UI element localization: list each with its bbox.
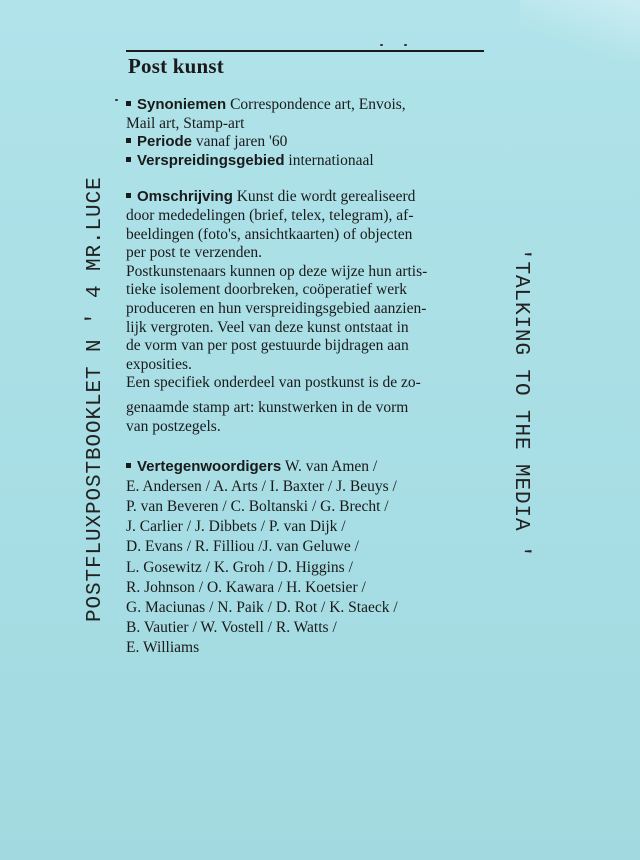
description-term: Omschrijving [137, 188, 233, 206]
title-rule [126, 50, 484, 52]
description-text: Kunst die wordt gerealiseerd [232, 188, 416, 206]
representatives-term: Vertegenwoordigers [137, 458, 282, 476]
section-gap [126, 436, 486, 457]
representatives-text: W. van Amen / [281, 458, 378, 476]
description-line: exposities. [126, 355, 192, 373]
fact-text: Correspondence art, Envois, [226, 96, 406, 113]
print-speck [404, 44, 407, 46]
description-line: genaamde stamp art: kunstwerken in de vorm [126, 398, 409, 416]
fact-term: Verspreidingsgebied [137, 151, 285, 169]
fact-period [126, 133, 486, 152]
representatives-line: R. Johnson / O. Kawara / H. Koetsier / [126, 578, 366, 596]
section-gap [126, 170, 486, 188]
description-line: per post te verzenden. [126, 244, 262, 262]
representatives-line [126, 457, 486, 477]
side-label-media: 'TALKING TO THE MEDIA ' [509, 248, 532, 559]
description-line: beeldingen (foto's, ansichtkaarten) of objecten [126, 225, 413, 243]
bullet-icon [126, 193, 131, 198]
description-line [126, 188, 486, 207]
article-body [126, 96, 486, 658]
representatives-line: D. Evans / R. Filliou /J. van Geluwe / [126, 538, 359, 556]
fact-synonyms [126, 96, 486, 115]
description-line: door mededelingen (brief, telex, telegram), af- [126, 206, 414, 224]
bullet-icon [126, 157, 131, 162]
description-line: de vorm van per post gestuurde bijdragen aan [126, 337, 409, 355]
print-speck [115, 99, 118, 101]
bullet-icon [126, 101, 131, 106]
fact-synonyms-cont: Mail art, Stamp-art [126, 114, 245, 132]
description-line: lijk vergroten. Veel van deze kunst ontstaat in [126, 318, 409, 336]
side-label-booklet: POSTFLUXPOSTBOOKLET N ' 4 MR.LUCE [84, 176, 107, 622]
fact-text: internationaal [284, 151, 374, 169]
fact-term: Synoniemen [137, 96, 227, 113]
representatives-line: P. van Beveren / C. Boltanski / G. Brecht / [126, 498, 389, 516]
bullet-icon [126, 463, 131, 468]
representatives-line: B. Vautier / W. Vostell / R. Watts / [126, 618, 337, 636]
description-line: produceren en hun verspreidingsgebied aanzien- [126, 299, 427, 317]
description-line: van postzegels. [126, 417, 221, 435]
description-line: Een specifiek onderdeel van postkunst is de zo- [126, 374, 421, 392]
description-line: Postkunstenaars kunnen op deze wijze hun artis- [126, 262, 428, 280]
fact-term: Periode [137, 133, 193, 151]
representatives-line: J. Carlier / J. Dibbets / P. van Dijk / [126, 518, 346, 536]
representatives-line: G. Maciunas / N. Paik / D. Rot / K. Staeck / [126, 598, 398, 616]
print-speck [380, 44, 383, 46]
page-corner-fold [520, 0, 640, 60]
page-title: Post kunst [128, 54, 224, 78]
representatives-line: E. Williams [126, 638, 200, 656]
bullet-icon [126, 138, 131, 143]
fact-text: vanaf jaren '60 [192, 133, 288, 151]
description-line: tieke isolement doorbreken, coöperatief werk [126, 281, 408, 299]
representatives-line: E. Andersen / A. Arts / I. Baxter / J. Beuys / [126, 478, 397, 496]
representatives-line: L. Gosewitz / K. Groh / D. Higgins / [126, 558, 353, 576]
fact-distribution [126, 152, 486, 171]
